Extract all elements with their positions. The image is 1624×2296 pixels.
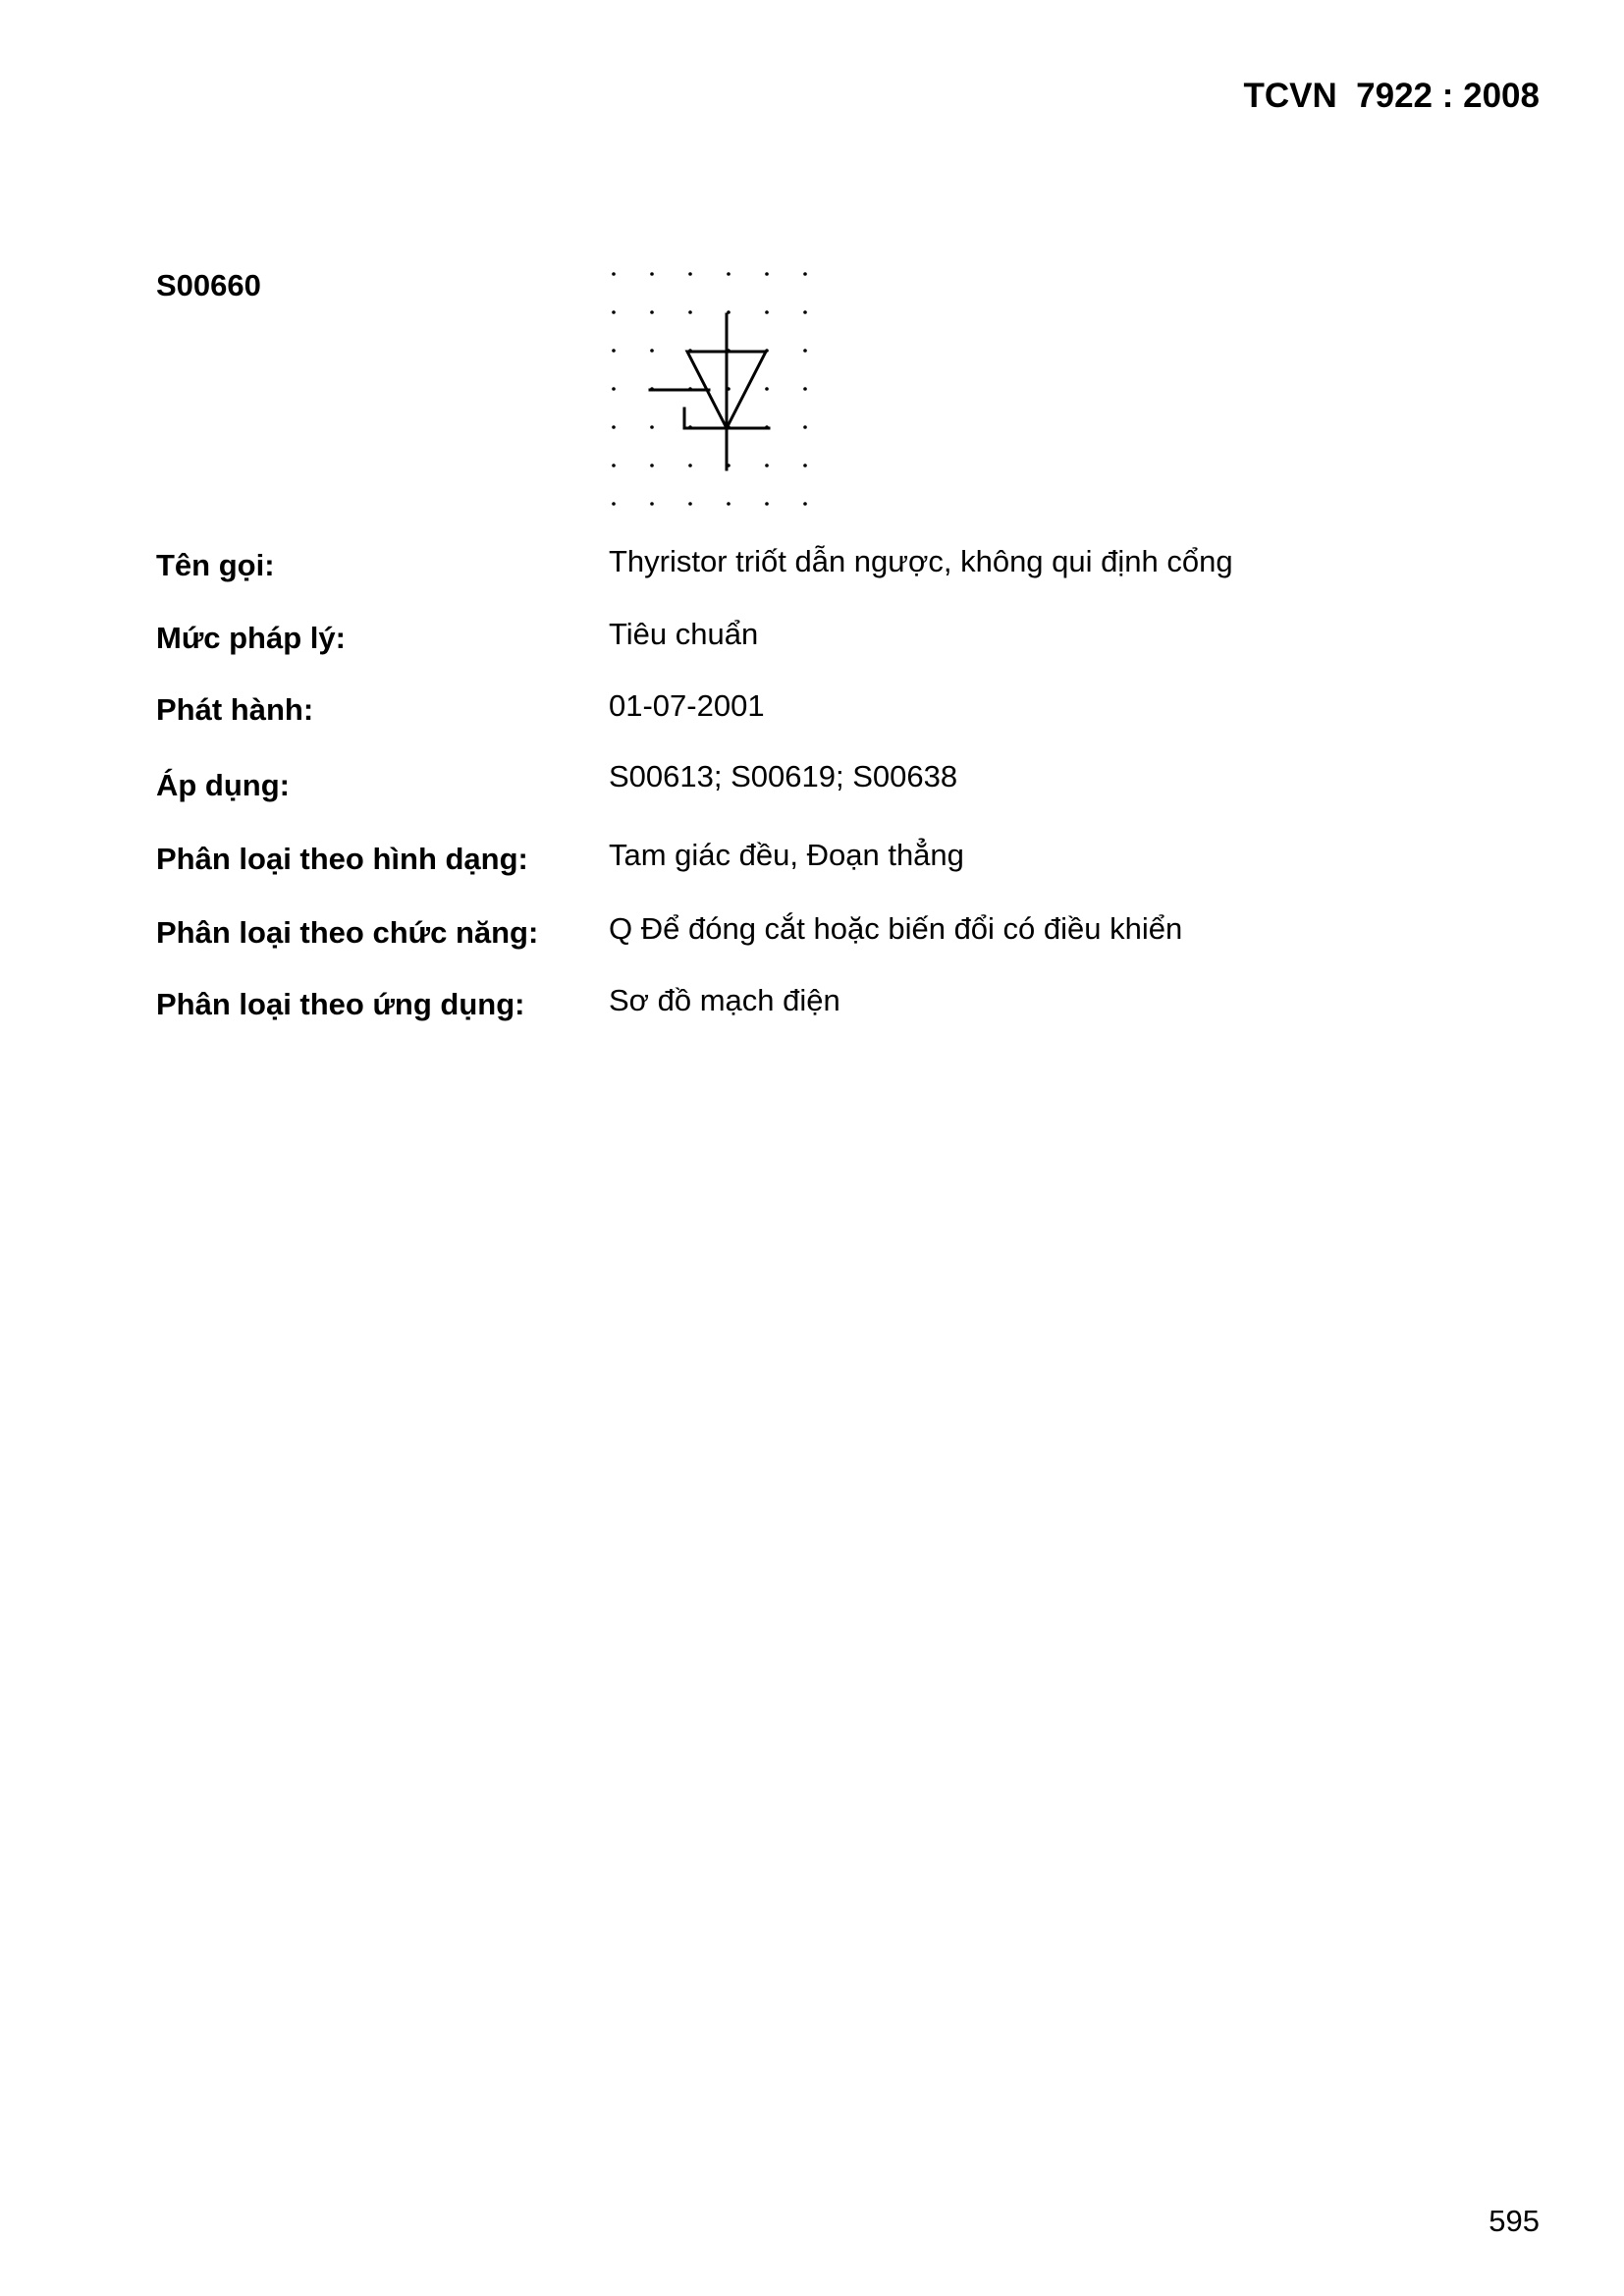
grid-dot: [803, 387, 807, 391]
field-row-issued: [156, 688, 1433, 736]
standard-header: TCVN 7922 : 2008: [1243, 77, 1540, 115]
field-label-application-class: Phân loại theo ứng dụng:: [156, 987, 525, 1021]
grid-dot: [650, 349, 654, 353]
field-label-legal-level: Mức pháp lý:: [156, 621, 346, 655]
grid-dot: [727, 502, 731, 506]
grid-dot: [765, 272, 769, 276]
grid-dot: [803, 425, 807, 429]
grid-dot: [612, 502, 616, 506]
field-row-legal-level: [156, 617, 1433, 664]
page-number: 595: [1489, 2204, 1540, 2238]
field-label-applies: Áp dụng:: [156, 768, 291, 802]
grid-dot: [650, 502, 654, 506]
grid-dot: [688, 502, 692, 506]
grid-dot: [612, 387, 616, 391]
grid-dot: [650, 425, 654, 429]
field-row-applies: [156, 759, 1433, 811]
field-value-application-class: Sơ đồ mạch điện: [609, 983, 840, 1017]
field-value-issued: 01-07-2001: [609, 688, 765, 723]
field-value-name: Thyristor triốt dẫn ngược, không qui định cổng: [609, 544, 1233, 578]
grid-dot: [727, 272, 731, 276]
grid-dot: [803, 464, 807, 467]
symbol-code: S00660: [156, 268, 261, 302]
grid-dot: [650, 272, 654, 276]
grid-dot: [765, 502, 769, 506]
field-row-application-class: [156, 983, 1433, 1030]
field-value-shape-class: Tam giác đều, Đoạn thẳng: [609, 838, 964, 872]
grid-dot: [803, 310, 807, 314]
grid-dot: [650, 464, 654, 467]
grid-dot: [612, 310, 616, 314]
grid-dot: [688, 310, 692, 314]
grid-dot: [803, 502, 807, 506]
symbol-drawing: [650, 314, 769, 469]
grid-dot: [688, 272, 692, 276]
field-row-function-class: [156, 911, 1433, 958]
grid-dot: [612, 425, 616, 429]
grid-dot: [612, 349, 616, 353]
field-value-function-class: Q Để đóng cắt hoặc biến đổi có điều khiển: [609, 911, 1183, 946]
grid-dot: [612, 272, 616, 276]
field-label-name: Tên gọi:: [156, 548, 275, 582]
field-row-name: [156, 544, 1433, 591]
field-label-issued: Phát hành:: [156, 692, 314, 727]
grid-dot: [803, 349, 807, 353]
field-label-shape-class: Phân loại theo hình dạng:: [156, 842, 528, 876]
grid-dot: [765, 387, 769, 391]
grid-dot: [765, 464, 769, 467]
grid-dot: [803, 272, 807, 276]
field-label-function-class: Phân loại theo chức năng:: [156, 915, 539, 950]
field-row-shape-class: [156, 838, 1433, 885]
grid-dot: [688, 464, 692, 467]
grid-dot: [612, 464, 616, 467]
thyristor-reverse-conducting-symbol-icon: [599, 257, 825, 527]
grid-dot: [765, 310, 769, 314]
field-value-applies: S00613; S00619; S00638: [609, 759, 958, 793]
grid-dot: [650, 310, 654, 314]
field-value-legal-level: Tiêu chuẩn: [609, 617, 759, 651]
